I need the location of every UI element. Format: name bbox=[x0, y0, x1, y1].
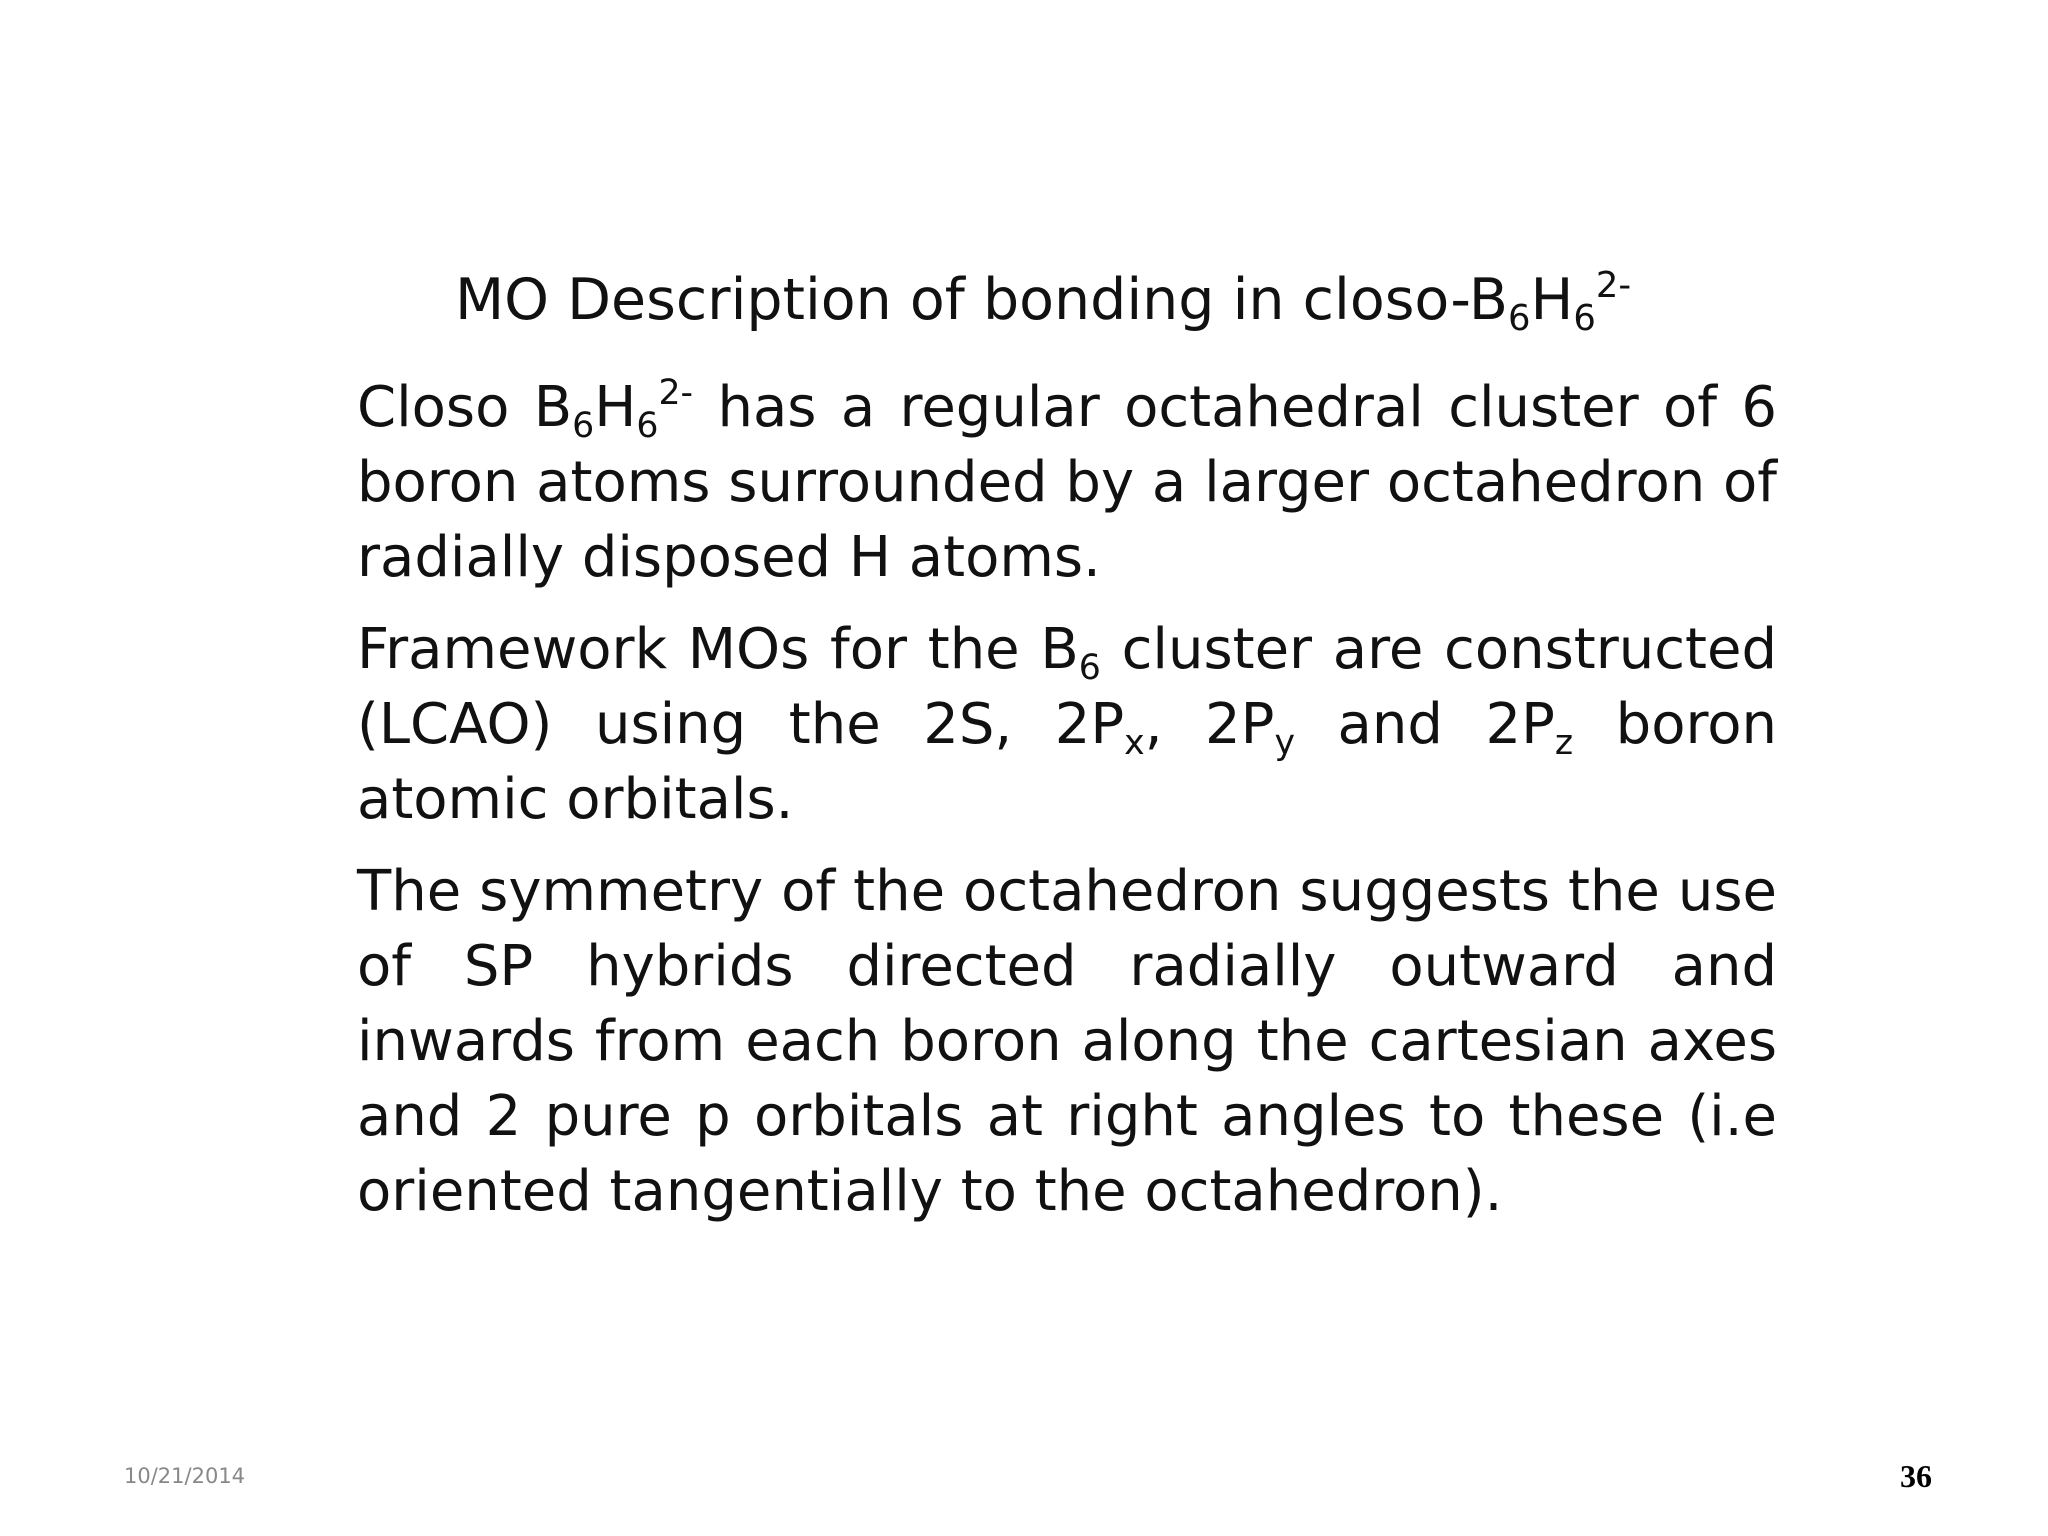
slide-title bbox=[455, 262, 1631, 338]
slide-body bbox=[357, 370, 1777, 1246]
footer-date: 10/21/2014 bbox=[124, 1464, 246, 1488]
paragraph-1 bbox=[357, 370, 1777, 595]
page-number: 36 bbox=[1900, 1458, 1932, 1494]
p1-h-subscript: 6 bbox=[636, 406, 659, 447]
p2-text-4: and 2P bbox=[1295, 692, 1555, 757]
p1-text-3: has a regular octahedral cluster of 6 boron atoms surrounded by a larger octahedron of radially disposed H atoms. bbox=[357, 375, 1778, 590]
title-b-subscript: 6 bbox=[1508, 298, 1531, 340]
p1-charge-superscript: 2- bbox=[658, 373, 694, 414]
paragraph-2 bbox=[357, 612, 1777, 837]
title-h-subscript: 6 bbox=[1573, 298, 1596, 340]
p2-text-5: boron atomic orbitals. bbox=[357, 692, 1777, 832]
p1-text-1: Closo B bbox=[357, 375, 573, 440]
p2-z-subscript: z bbox=[1554, 723, 1574, 764]
p2-y-subscript: y bbox=[1274, 723, 1295, 764]
p1-b-subscript: 6 bbox=[572, 406, 595, 447]
p2-text-2: cluster are constructed (LCAO) using the 2S, 2P bbox=[357, 617, 1777, 757]
p2-text-1: Framework MOs for the B bbox=[357, 617, 1079, 682]
paragraph-3: The symmetry of the octahedron suggests the use of SP hybrids directed radially outward and inwards from each boron along the cartesian axes and 2 pure p orbitals at right angles to these (i.e oriented tangentially to the octahedron). bbox=[357, 859, 1777, 1224]
title-text: MO Description of bonding in closo-B bbox=[455, 267, 1508, 333]
p1-text-2: H bbox=[594, 375, 637, 440]
title-charge-superscript: 2- bbox=[1595, 265, 1632, 307]
p2-text-3: , 2P bbox=[1144, 692, 1275, 757]
p2-b-subscript: 6 bbox=[1078, 648, 1101, 689]
p2-x-subscript: x bbox=[1124, 723, 1145, 764]
title-h: H bbox=[1530, 267, 1574, 333]
